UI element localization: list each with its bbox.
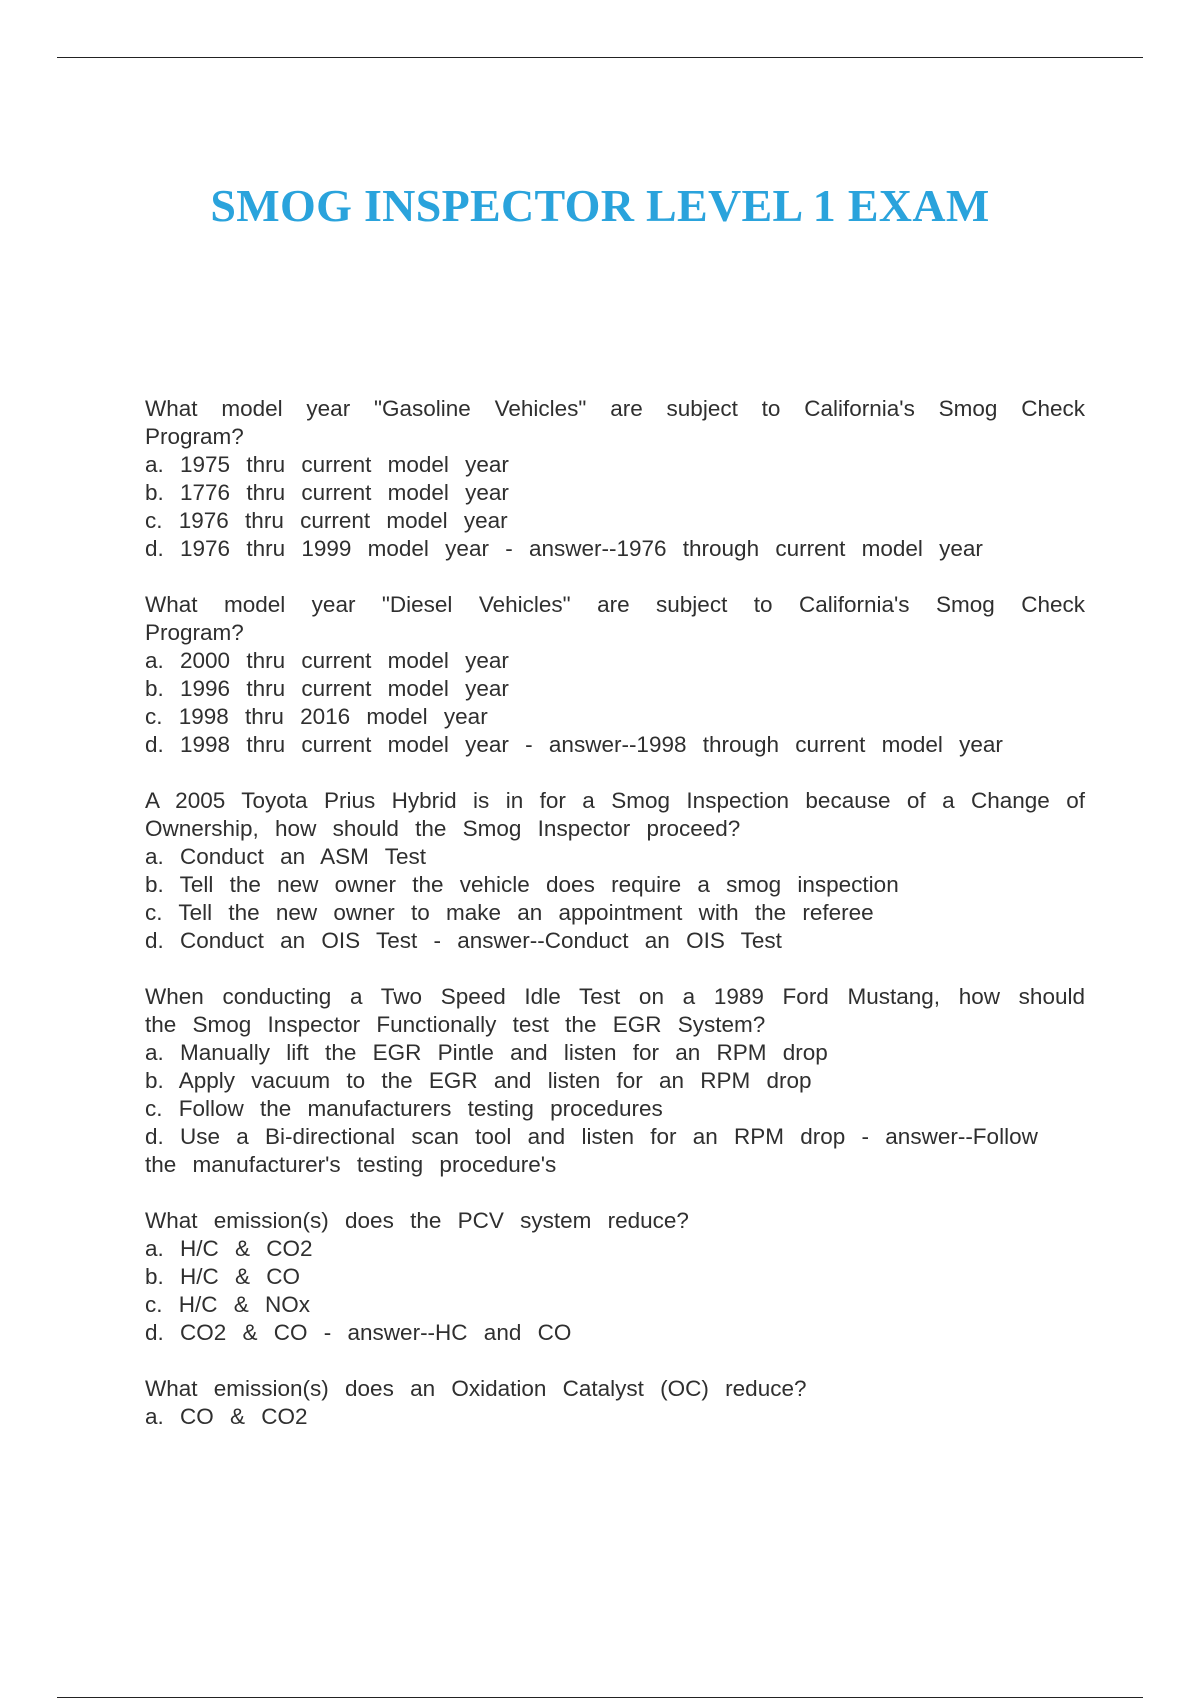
question-4: [145, 983, 1085, 1179]
question-1: [145, 395, 1085, 563]
question-text: What model year "Diesel Vehicles" are subject to California's Smog Check Program?: [145, 592, 1085, 645]
option-d: d. Conduct an OIS Test - answer--Conduct an OIS Test: [145, 928, 782, 953]
top-divider: [57, 57, 1143, 58]
option-b: b. 1776 thru current model year: [145, 480, 509, 505]
option-a: a. H/C & CO2: [145, 1236, 313, 1261]
option-b: b. Tell the new owner the vehicle does require a smog inspection: [145, 872, 899, 897]
option-c: c. H/C & NOx: [145, 1292, 311, 1317]
question-text: What model year "Gasoline Vehicles" are subject to California's Smog Check Program?: [145, 396, 1085, 449]
option-d: d. Use a Bi-directional scan tool and listen for an RPM drop - answer--Follow the manufacturer's testing procedure's: [145, 1124, 1038, 1177]
question-text: What emission(s) does the PCV system reduce?: [145, 1208, 689, 1233]
option-a: a. 2000 thru current model year: [145, 648, 509, 673]
question-5: [145, 1207, 1085, 1347]
option-c: c. Follow the manufacturers testing procedures: [145, 1096, 663, 1121]
option-a: a. Conduct an ASM Test: [145, 844, 426, 869]
question-6: [145, 1375, 1085, 1431]
option-c: c. 1998 thru 2016 model year: [145, 704, 488, 729]
option-d: d. CO2 & CO - answer--HC and CO: [145, 1320, 572, 1345]
option-c: c. Tell the new owner to make an appointment with the referee: [145, 900, 874, 925]
option-d: d. 1976 thru 1999 model year - answer--1976 through current model year: [145, 536, 983, 561]
option-c: c. 1976 thru current model year: [145, 508, 508, 533]
document-title: SMOG INSPECTOR LEVEL 1 EXAM: [210, 179, 990, 231]
option-a: a. Manually lift the EGR Pintle and listen for an RPM drop: [145, 1040, 828, 1065]
option-b: b. Apply vacuum to the EGR and listen for an RPM drop: [145, 1068, 812, 1093]
option-a: a. CO & CO2: [145, 1404, 308, 1429]
question-2: [145, 591, 1085, 759]
question-text: When conducting a Two Speed Idle Test on a 1989 Ford Mustang, how should the Smog Inspector Functionally test the EGR System?: [145, 984, 1085, 1037]
option-b: b. H/C & CO: [145, 1264, 301, 1289]
option-a: a. 1975 thru current model year: [145, 452, 509, 477]
option-b: b. 1996 thru current model year: [145, 676, 509, 701]
question-text: What emission(s) does an Oxidation Catalyst (OC) reduce?: [145, 1376, 807, 1401]
option-d: d. 1998 thru current model year - answer--1998 through current model year: [145, 732, 1003, 757]
bottom-divider: [57, 1697, 1143, 1698]
question-3: [145, 787, 1085, 955]
question-list: [145, 395, 1085, 1459]
question-text: A 2005 Toyota Prius Hybrid is in for a Smog Inspection because of a Change of Ownership, how should the Smog Inspector proceed?: [145, 788, 1085, 841]
